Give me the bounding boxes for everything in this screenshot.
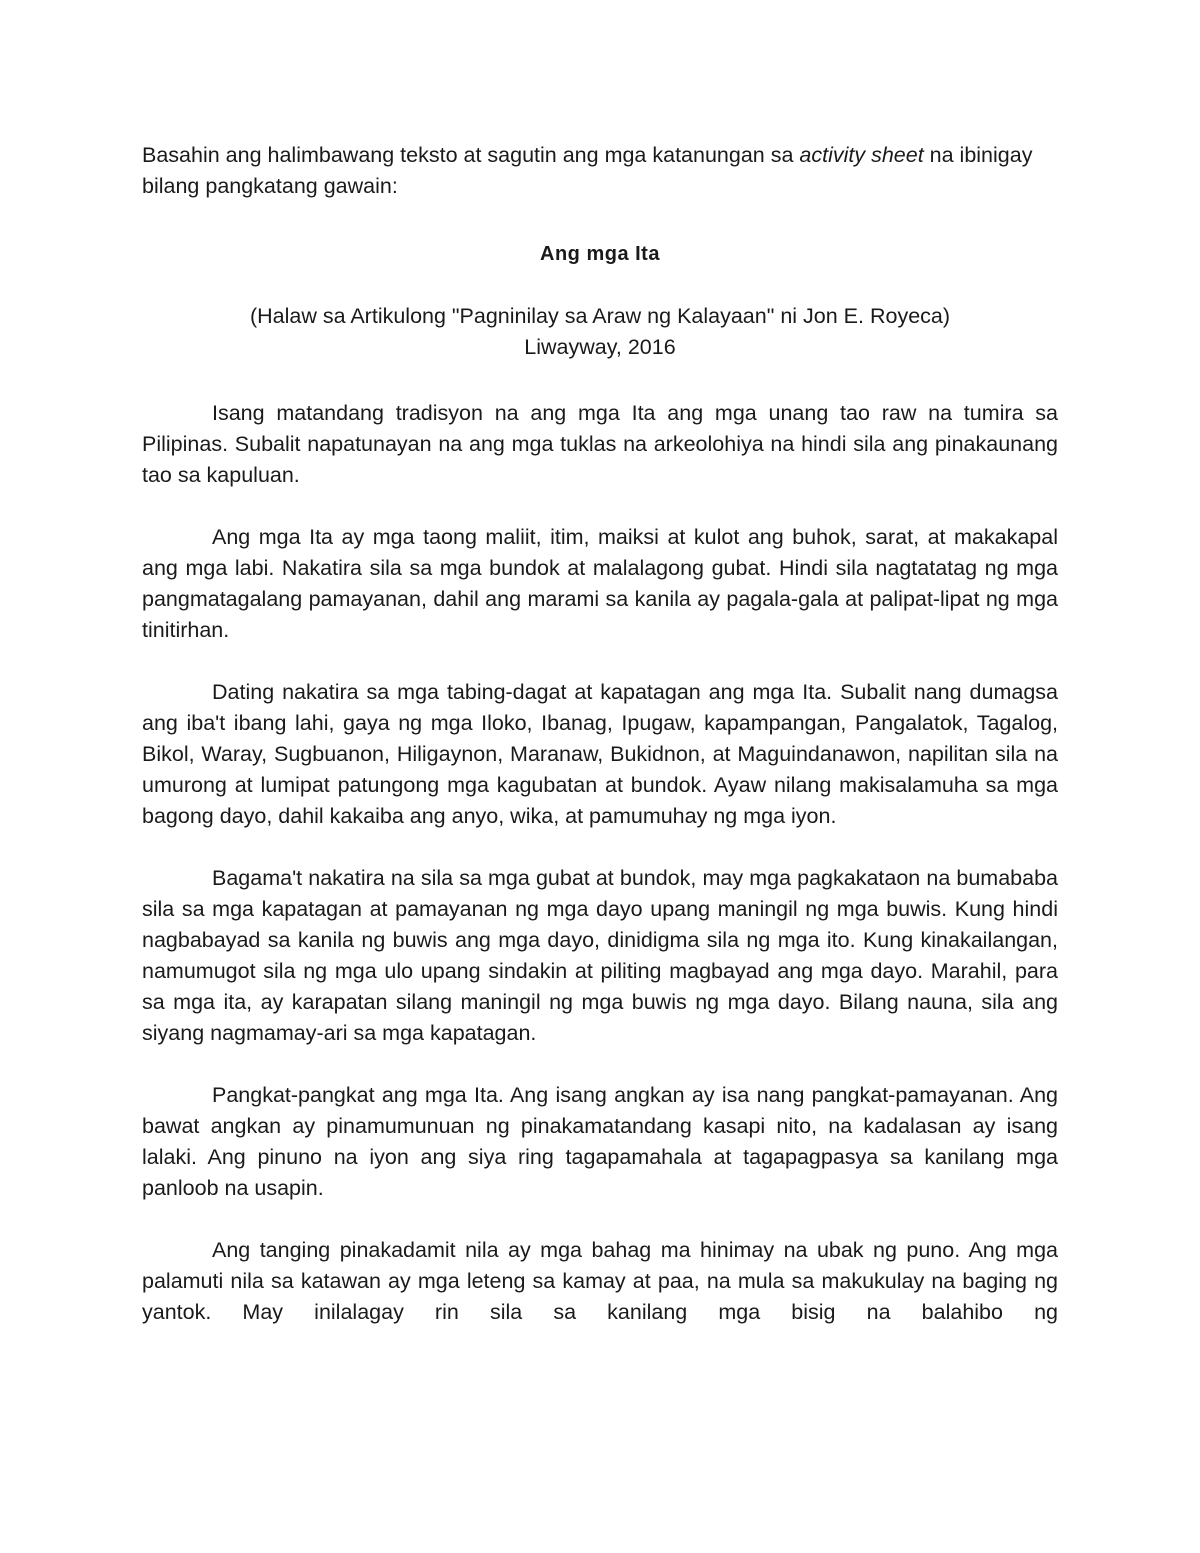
intro-instruction [142,140,1058,202]
paragraph-3: Dating nakatira sa mga tabing-dagat at kapatagan ang mga Ita. Subalit nang dumagsa ang iba't ibang lahi, gaya ng mga Iloko, Ibanag, Ipugaw, kapampangan, Pangalatok, Tagalog, Bikol, Waray, Sugbuanon, Hiligaynon, Maranaw, Bukidnon, at Maguindanawon, napilitan sila na umurong at lumipat patungong mga kagubatan at bundok. Ayaw nilang makisalamuha sa mga bagong dayo, dahil kakaiba ang anyo, wika, at pamumuhay ng mga iyon. [142,680,1058,828]
source-line-article: (Halaw sa Artikulong "Pagninilay sa Araw ng Kalayaan" ni Jon E. Royeca) [249,304,951,328]
document-page [142,140,1058,1328]
paragraph-1: Isang matandang tradisyon na ang mga Ita ang mga unang tao raw na tumira sa Pilipinas. Subalit napatunayan na ang mga tuklas na arkeolohiya na hindi sila ang pinakaunang tao sa kapuluan. [142,401,1058,487]
intro-text-before: Basahin ang halimbawang teksto at sagutin ang mga katanungan sa [142,143,800,167]
intro-text-after: na ibinigay bilang pangkatang gawain: [142,143,1033,198]
paragraph-5: Pangkat-pangkat ang mga Ita. Ang isang angkan ay isa nang pangkat-pamayanan. Ang bawat angkan ay pinamumunuan ng pinakamatandang kasapi nito, na kadalasan ay isang lalaki. Ang pinuno na iyon ang siya ring tagapamahala at tagapagpasya sa kanilang mga panloob na usapin. [142,1083,1058,1200]
document-title: Ang mga Ita [540,243,660,265]
intro-italic-term: activity sheet [799,143,924,167]
paragraph-4: Bagama't nakatira na sila sa mga gubat at bundok, may mga pagkakataon na bumababa sila sa mga kapatagan at pamayanan ng mga dayo upang maningil ng mga buwis. Kung hindi nagbabayad sa kanila ng buwis ang mga dayo, dinidigma sila ng mga ito. Kung kinakailangan, namumugot sila ng mga ulo upang sindakin at piliting magbayad ang mga dayo. Marahil, para sa mga ita, ay karapatan silang maningil ng mga buwis ng mga dayo. Bilang nauna, sila ang siyang nagmamay-ari sa mga kapatagan. [142,866,1058,1045]
paragraph-6: Ang tanging pinakadamit nila ay mga bahag ma hinimay na ubak ng puno. Ang mga palamuti nila sa katawan ay mga leteng sa kamay at paa, na mula sa makukulay na baging ng yantok. May inilalagay rin sila sa kanilang mga bisig na balahibo ng [142,1238,1058,1324]
source-line-publication: Liwayway, 2016 [524,335,676,359]
paragraph-2: Ang mga Ita ay mga taong maliit, itim, maiksi at kulot ang buhok, sarat, at makakapal ang mga labi. Nakatira sila sa mga bundok at malalagong gubat. Hindi sila nagtatatag ng mga pangmatagalang pamayanan, dahil ang marami sa kanila ay pagala-gala at palipat-lipat ng mga tinitirhan. [142,525,1058,642]
source-citation [142,301,1058,363]
